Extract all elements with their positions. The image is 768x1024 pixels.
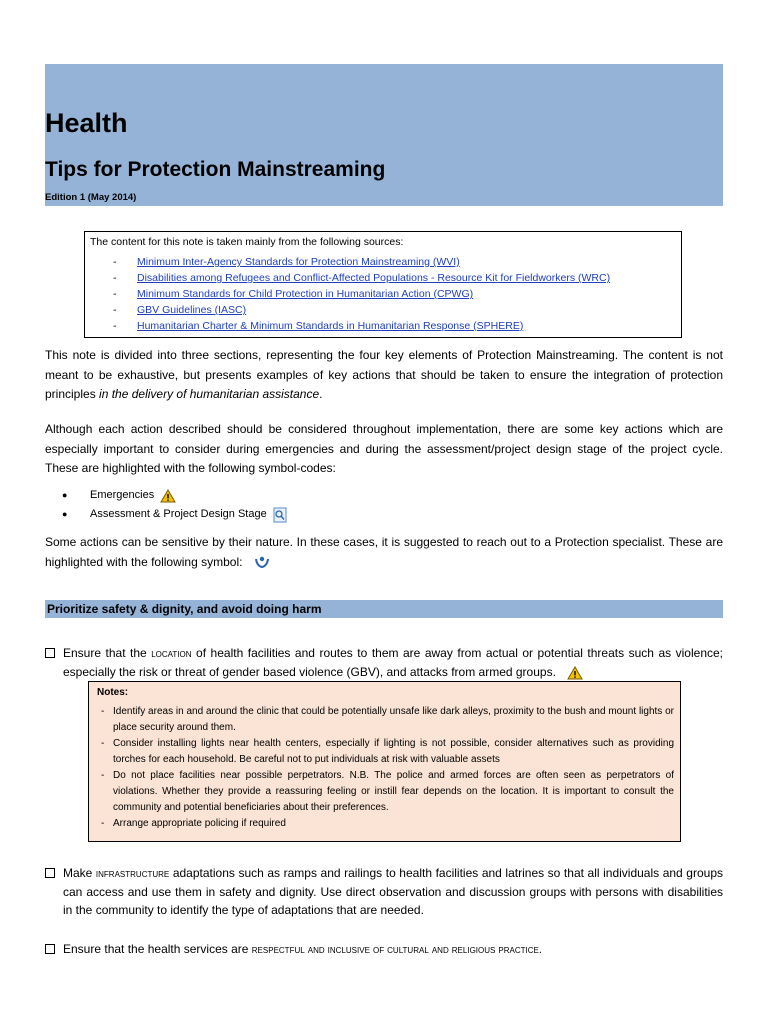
note-item: - Identify areas in and around the clinic that could be potentially unsafe like dark alleys, proximity to the bush and mount lights or place security around them. xyxy=(97,704,674,736)
magnifier-icon xyxy=(273,507,287,523)
note-item: - Consider installing lights near health centers, especially if lighting is not possible, consider alternatives such as providing torches for each household. Be careful not to put individuals at risk with valuable assets xyxy=(97,736,674,768)
note-item: - Arrange appropriate policing if required xyxy=(97,816,674,832)
page-title: Health xyxy=(45,108,128,138)
source-link-sphere[interactable]: Humanitarian Charter & Minimum Standards in Humanitarian Response (SPHERE) xyxy=(137,320,524,332)
symbol-legend xyxy=(62,486,287,524)
action-item-text: Ensure that the location of health facilities and routes to them are away from actual or potential threats such as violence; especially the risk or threat of gender based violence (GBV), and attacks from armed groups. xyxy=(63,646,723,679)
section-title-bar: Prioritize safety & dignity, and avoid doing harm xyxy=(45,600,723,618)
key-actions-paragraph: Although each action described should be considered throughout implementation, there are some key actions which are especially important to consider during emergencies and during the assessment/project design stage of the project cycle. These are highlighted with the following symbol-codes: xyxy=(45,422,723,475)
legend-emergencies: ● Emergencies xyxy=(62,486,287,505)
notes-list xyxy=(97,704,674,832)
source-item: - Humanitarian Charter & Minimum Standards in Humanitarian Response (SPHERE) xyxy=(113,320,524,332)
legend-assessment: ● Assessment & Project Design Stage xyxy=(62,505,287,524)
warning-triangle-icon xyxy=(567,666,583,680)
source-item: - Minimum Inter-Agency Standards for Protection Mainstreaming (WVI) xyxy=(113,256,460,268)
action-item-infrastructure xyxy=(45,864,723,919)
source-item: - GBV Guidelines (IASC) xyxy=(113,304,247,316)
action-item-text: Ensure that the health services are respectful and inclusive of cultural and religious practice. xyxy=(63,942,542,956)
source-item: - Disabilities among Refugees and Conflict-Affected Populations - Resource Kit for Fieldworkers (WRC) xyxy=(113,272,611,284)
action-item-location xyxy=(45,644,723,681)
action-item-text: Make infrastructure adaptations such as ramps and railings to health facilities and latrines so that all individuals and groups can access and use them in safety and dignity. Use direct observation and discussion groups with persons with disabilities in the community to identify the type of adaptations that are needed. xyxy=(63,866,723,917)
checkbox-icon xyxy=(45,868,55,878)
action-item-respectful xyxy=(45,940,723,959)
note-item: - Do not place facilities near possible perpetrators. N.B. The police and armed forces are often seen as perpetrators of violations. Whether they provide a reassuring feeling or instill fear depends on the location. It is important to consult the community and potential beneficiaries about their preferences. xyxy=(97,768,674,816)
sources-box xyxy=(84,231,682,338)
sources-intro: The content for this note is taken mainly from the following sources: xyxy=(90,236,404,248)
source-link-wvi[interactable]: Minimum Inter-Agency Standards for Protection Mainstreaming (WVI) xyxy=(137,256,460,268)
warning-triangle-icon xyxy=(160,489,176,503)
page-subtitle: Tips for Protection Mainstreaming xyxy=(45,158,386,181)
checkbox-icon xyxy=(45,944,55,954)
protection-hands-icon xyxy=(254,555,270,569)
checkbox-icon xyxy=(45,648,55,658)
sensitive-paragraph: Some actions can be sensitive by their nature. In these cases, it is suggested to reach out to a Protection specialist. These are highlighted with the following symbol: xyxy=(45,535,723,569)
source-link-wrc[interactable]: Disabilities among Refugees and Conflict-Affected Populations - Resource Kit for Fieldworkers (WRC) xyxy=(137,272,611,284)
header-band xyxy=(45,64,723,206)
source-link-iasc[interactable]: GBV Guidelines (IASC) xyxy=(137,304,247,316)
intro-paragraph: This note is divided into three sections, representing the four key elements of Protection Mainstreaming. The content is not meant to be exhaustive, but presents examples of key actions that should be taken to ensure the integration of protection principles in the delivery of humanitarian assistance. xyxy=(45,348,723,401)
notes-box xyxy=(88,681,681,842)
edition-label: Edition 1 (May 2014) xyxy=(45,192,137,203)
source-item: - Minimum Standards for Child Protection in Humanitarian Action (CPWG) xyxy=(113,288,474,300)
source-link-cpwg[interactable]: Minimum Standards for Child Protection in Humanitarian Action (CPWG) xyxy=(137,288,474,300)
sources-list xyxy=(113,254,610,334)
notes-title: Notes: xyxy=(97,687,129,698)
